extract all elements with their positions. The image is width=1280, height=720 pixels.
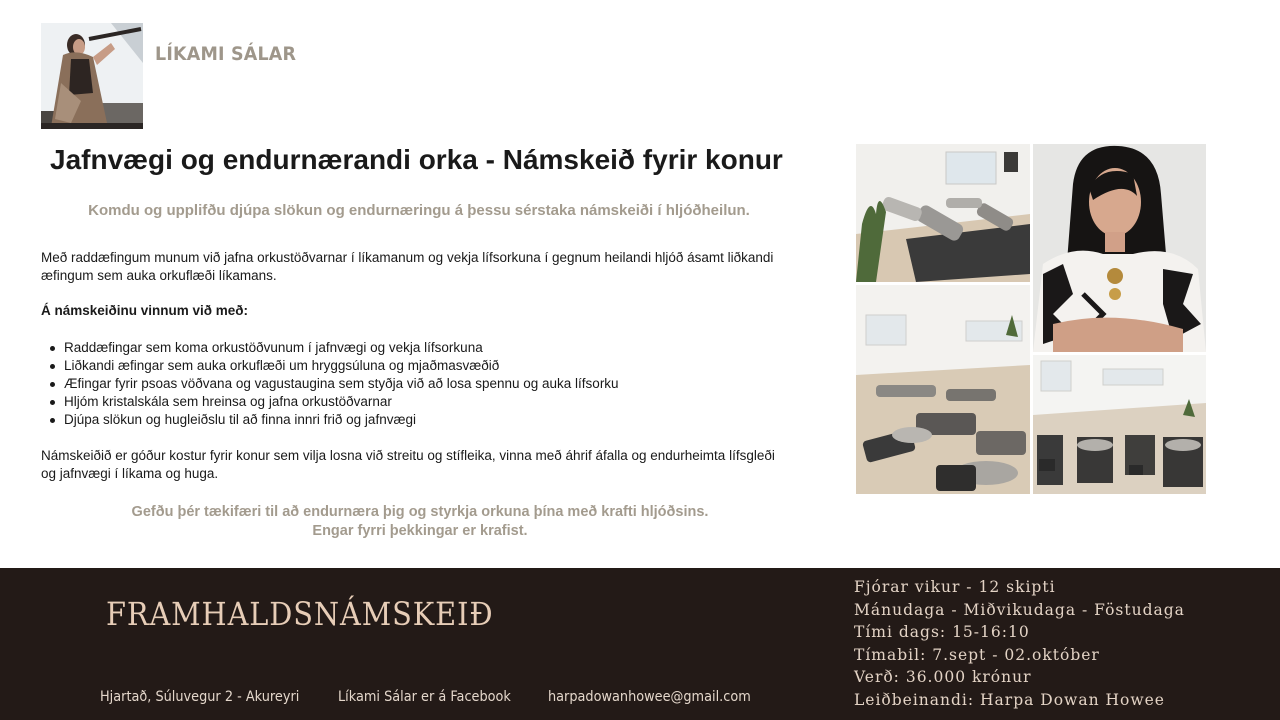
call-to-action — [41, 503, 799, 541]
footer — [0, 568, 1280, 720]
detail-line: Leiðbeinandi: Harpa Dowan Howee — [854, 690, 1165, 709]
address-text: Hjartað, Súluvegur 2 - Akureyri — [100, 689, 300, 705]
cta-line: Engar fyrri þekkingar er krafist. — [312, 523, 528, 539]
logo-photo — [41, 23, 143, 129]
list-heading: Á námskeiðinu vinnum við með: — [41, 303, 249, 318]
detail-line: Mánudaga - Miðvikudaga - Föstudaga — [854, 600, 1185, 619]
studio-bright-photo — [1033, 355, 1206, 494]
bullet-list — [64, 339, 619, 429]
facebook-link[interactable]: Líkami Sálar er á Facebook — [338, 689, 511, 705]
studio-mats-photo — [856, 285, 1030, 494]
instructor-portrait-photo — [1033, 144, 1206, 352]
cta-line: Gefðu þér tækifæri til að endurnæra þig og styrkja orkuna þína með krafti hljóðsins. — [131, 504, 709, 520]
detail-line: Tímabil: 7.sept - 02.október — [854, 645, 1100, 664]
subtitle: Komdu og upplifðu djúpa slökun og endurnæringu á þessu sérstaka námskeiði í hljóðheilun. — [88, 202, 750, 219]
footer-title: FRAMHALDSNÁMSKEIÐ — [106, 595, 494, 633]
page-title: Jafnvægi og endurnærandi orka - Námskeið fyrir konur — [50, 144, 783, 175]
studio-room-photo — [856, 144, 1030, 282]
list-item: Raddæfingar sem koma orkustöðvunum í jafnvægi og vekja lífsorkuna — [64, 339, 619, 357]
detail-line: Tími dags: 15-16:10 — [854, 623, 1030, 642]
brand-name: LÍKAMI SÁLAR — [155, 43, 297, 65]
detail-line: Verð: 36.000 krónur — [854, 668, 1032, 687]
photo-collage — [856, 144, 1206, 494]
list-item: Liðkandi æfingar sem auka orkuflæði um hryggsúluna og mjaðmasvæðið — [64, 357, 619, 375]
outro-paragraph: Námskeiðið er góður kostur fyrir konur sem vilja losna við streitu og stífleika, vinna með áhrif áfalla og endurheimta lífsgleði og jafnvægi í líkama og huga. — [41, 448, 775, 481]
list-item: Djúpa slökun og hugleiðslu til að finna innri frið og jafnvægi — [64, 411, 619, 429]
list-item: Æfingar fyrir psoas vöðvana og vagustaugina sem styðja við að losa spennu og auka lífsorku — [64, 376, 619, 391]
detail-line: Fjórar vikur - 12 skipti — [854, 578, 1056, 596]
list-item: Hljóm kristalskála sem hreinsa og jafna orkustöðvarnar — [64, 393, 619, 411]
email-link[interactable]: harpadowanhowee@gmail.com — [548, 689, 751, 705]
course-details — [854, 576, 1185, 712]
intro-paragraph: Með raddæfingum munum við jafna orkustöðvarnar í líkamanum og vekja lífsorkuna í gegnum heilandi hljóð ásamt liðkandi æfingum sem auka orkuflæði líkamans. — [41, 250, 774, 283]
